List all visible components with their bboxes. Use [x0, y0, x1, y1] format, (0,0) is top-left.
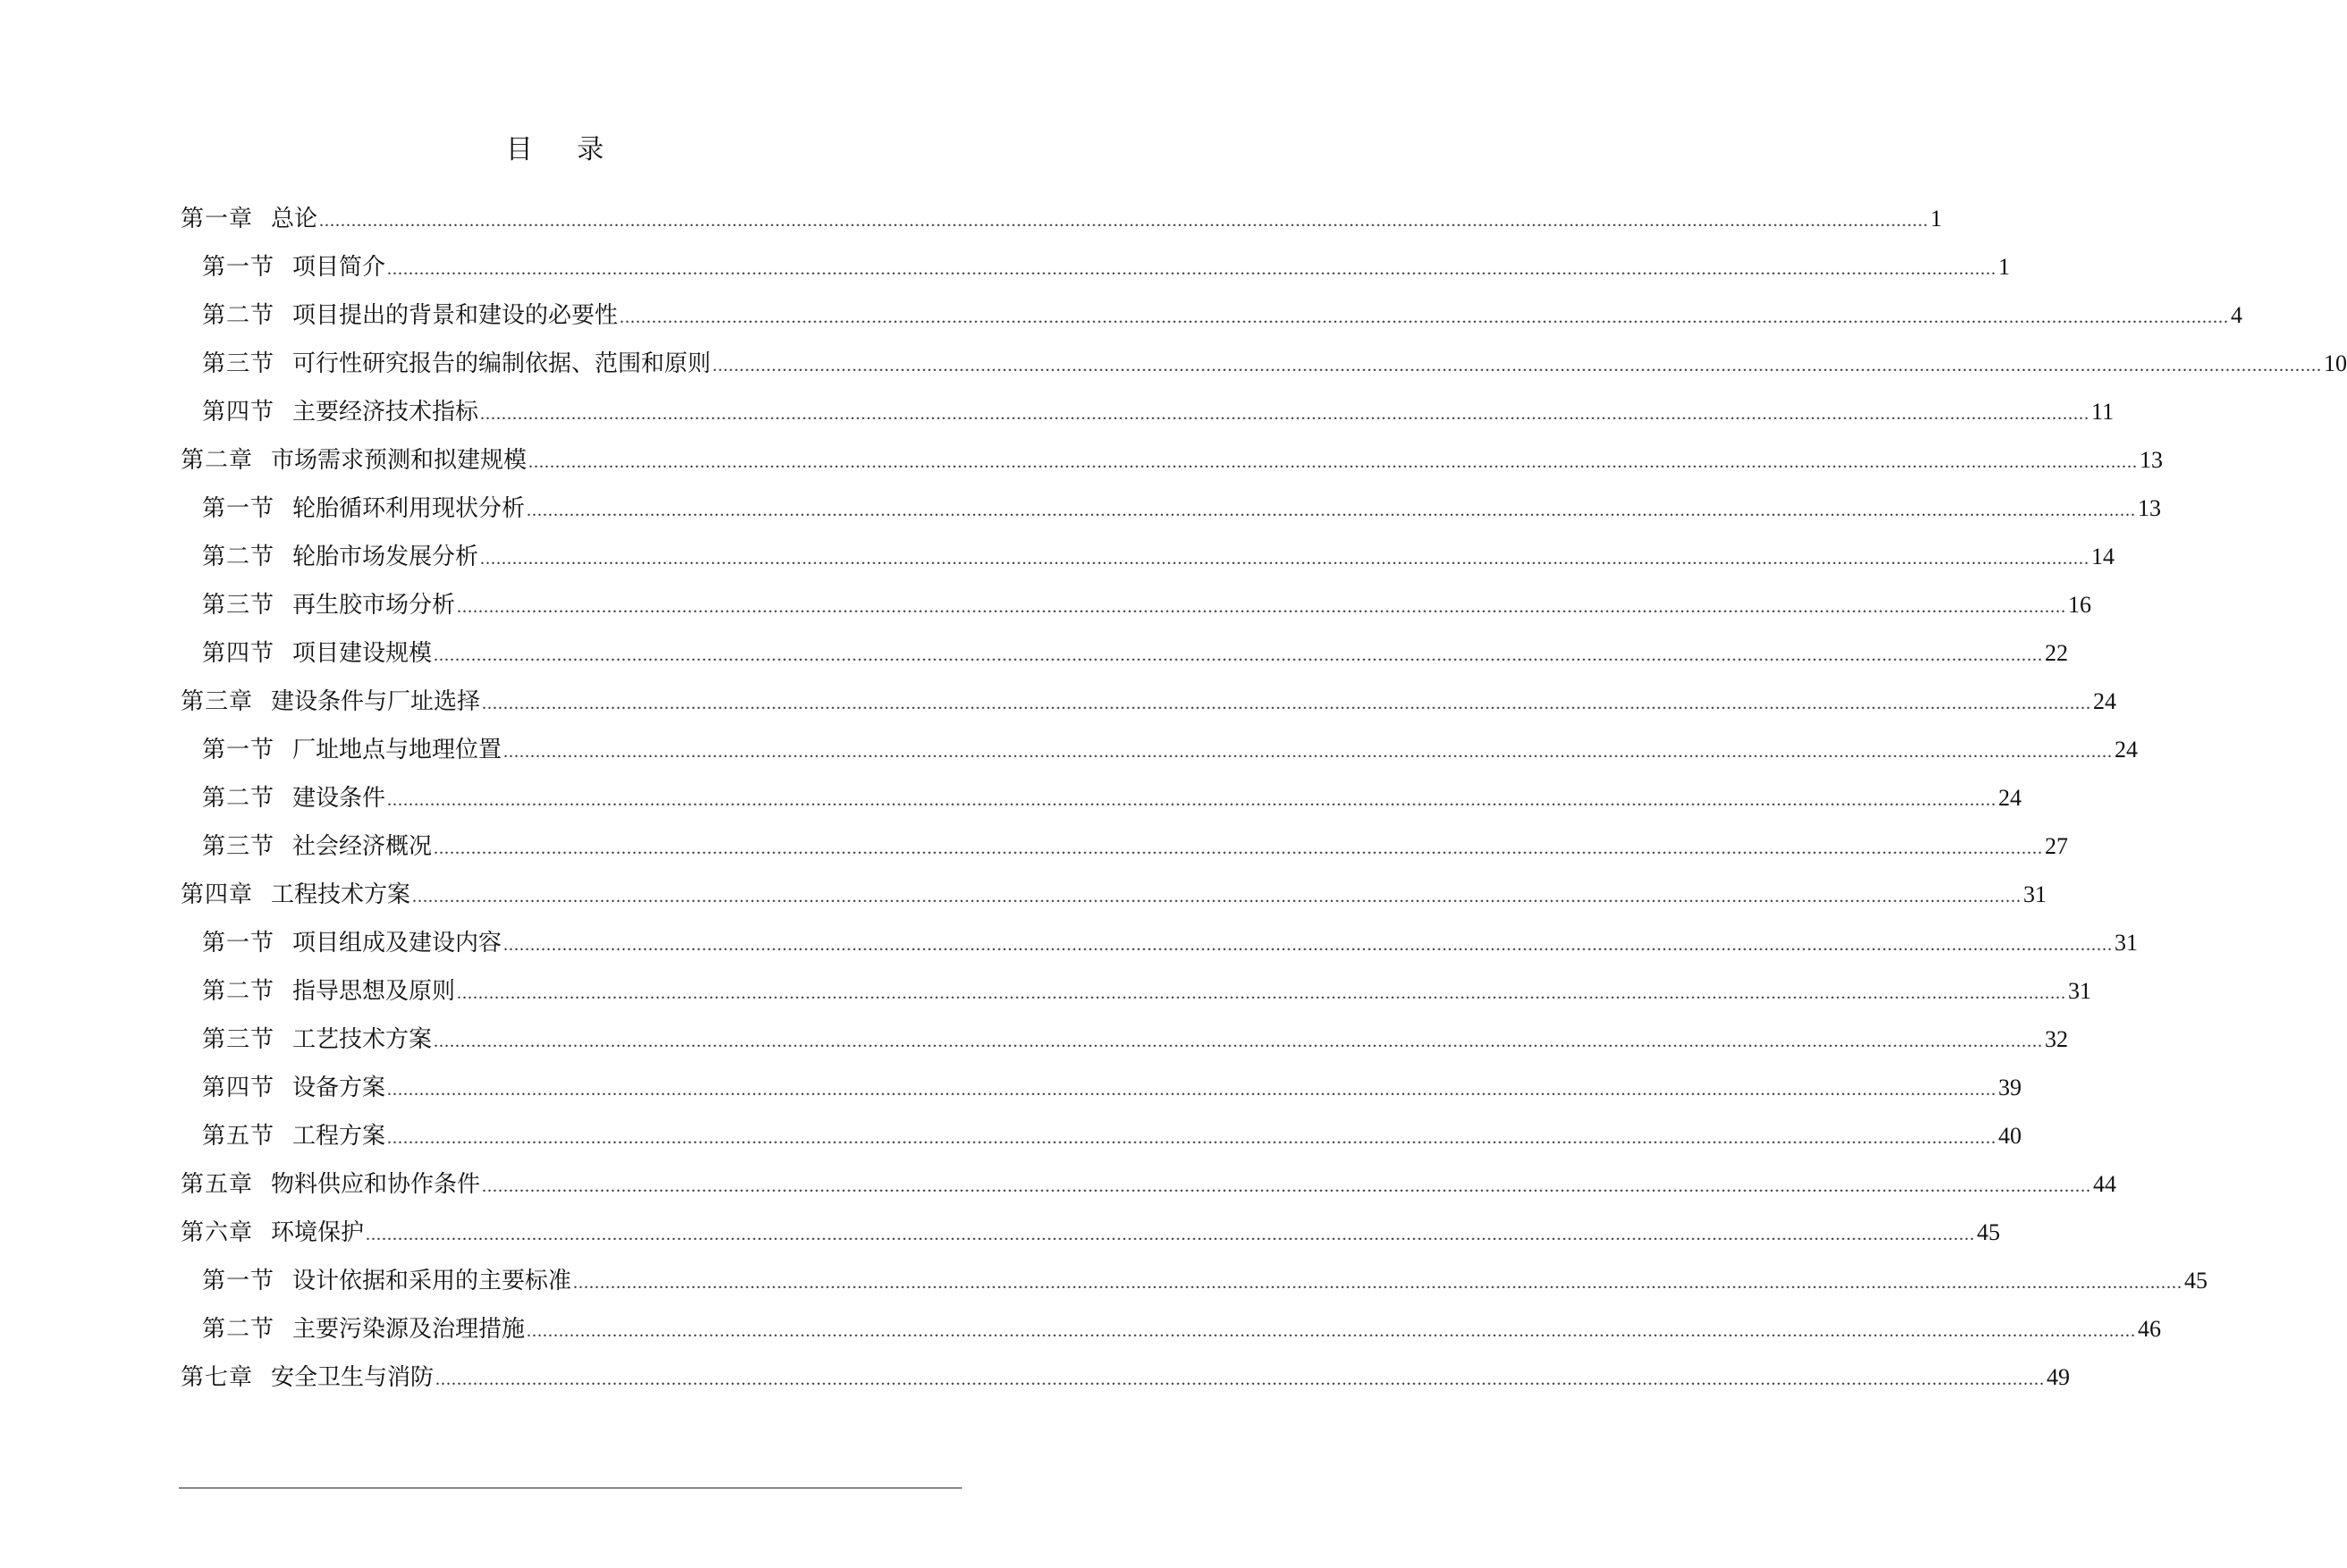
toc-dot-leader: ............................................................................................................................................................................................................................................................................................................ — [387, 259, 1997, 279]
toc-dot-leader: ............................................................................................................................................................................................................................................................................................................ — [434, 839, 2044, 858]
toc-dot-leader: ............................................................................................................................................................................................................................................................................................................ — [573, 1273, 2183, 1293]
toc-entry-title: 再生胶市场分析 — [292, 592, 456, 619]
toc-entry-text — [202, 1257, 571, 1305]
toc-page-number: 32 — [2045, 1026, 2069, 1052]
toc-page-number: 10 — [2324, 350, 2347, 376]
toc-entry-label: 第一节 — [202, 254, 275, 281]
toc-page-number: 4 — [2231, 302, 2243, 328]
toc-entry[interactable] — [181, 1353, 2071, 1402]
toc-entry-text — [202, 774, 385, 822]
toc-entry-label: 第四章 — [181, 881, 254, 908]
toc-entry[interactable] — [181, 1305, 2162, 1353]
toc-entry-text — [202, 485, 525, 533]
toc-page-number: 1 — [1930, 206, 1943, 232]
toc-entry-text — [181, 1209, 364, 1257]
toc-entry-label: 第五章 — [181, 1171, 254, 1198]
toc-entry-label: 第一节 — [202, 737, 275, 763]
toc-entry-title: 市场需求预测和拟建规模 — [271, 447, 528, 474]
toc-entry-text — [202, 581, 455, 629]
toc-page-number: 31 — [2068, 978, 2092, 1004]
toc-entry[interactable] — [181, 485, 2162, 533]
toc-page-number: 24 — [2115, 737, 2139, 763]
toc-entry-label: 第一节 — [202, 495, 275, 522]
toc-entry-text — [202, 726, 502, 774]
toc-entry[interactable] — [181, 726, 2139, 774]
toc-entry-text — [202, 919, 502, 967]
toc-entry[interactable] — [181, 533, 2115, 581]
toc-entry-title: 项目简介 — [292, 254, 386, 281]
toc-entry-title: 厂址地点与地理位置 — [292, 737, 502, 763]
toc-entry-text — [202, 1016, 432, 1064]
toc-entry-text — [202, 291, 618, 340]
toc-entry-label: 第三章 — [181, 688, 254, 715]
toc-entry[interactable] — [181, 195, 1943, 243]
toc-entry-title: 设备方案 — [292, 1075, 386, 1101]
toc-entry-text — [202, 340, 711, 388]
toc-page-number: 24 — [2093, 688, 2117, 714]
toc-entry-title: 项目提出的背景和建设的必要性 — [292, 302, 619, 329]
toc-page-number: 13 — [2138, 495, 2162, 521]
toc-entry-title: 轮胎市场发展分析 — [292, 544, 479, 570]
toc-entry[interactable] — [181, 340, 2347, 388]
toc-entry[interactable] — [181, 1016, 2069, 1064]
toc-entry-title: 总论 — [271, 206, 318, 232]
toc-dot-leader: ............................................................................................................................................................................................................................................................................................................ — [620, 308, 2230, 327]
toc-dot-leader: ............................................................................................................................................................................................................................................................................................................ — [457, 983, 2067, 1003]
toc-entry-label: 第三节 — [202, 1026, 275, 1053]
toc-entry-label: 第五节 — [202, 1123, 275, 1150]
toc-entry-text — [181, 678, 480, 726]
toc-entry-title: 设计依据和采用的主要标准 — [292, 1268, 572, 1294]
toc-entry[interactable] — [181, 1209, 2001, 1257]
toc-entry[interactable] — [181, 1112, 2022, 1160]
toc-entry-text — [202, 967, 455, 1016]
toc-entry-text — [181, 1353, 434, 1402]
toc-dot-leader: ............................................................................................................................................................................................................................................................................................................ — [482, 694, 2092, 713]
toc-entry-label: 第二节 — [202, 978, 275, 1005]
toc-entry-title: 工艺技术方案 — [292, 1026, 433, 1053]
toc-entry-text — [202, 822, 432, 871]
toc-entry-text — [181, 195, 317, 243]
toc-entry-title: 轮胎循环利用现状分析 — [292, 495, 526, 522]
toc-entry-title: 建设条件 — [292, 785, 386, 812]
toc-page-number: 22 — [2045, 640, 2069, 666]
toc-entry-label: 第四节 — [202, 1075, 275, 1101]
toc-entry-text — [202, 1305, 525, 1353]
toc-page-number: 27 — [2045, 833, 2069, 859]
toc-entry-text — [202, 388, 478, 436]
toc-entry-title: 指导思想及原则 — [292, 978, 456, 1005]
toc-page-number: 39 — [1998, 1075, 2022, 1100]
toc-dot-leader: ............................................................................................................................................................................................................................................................................................................ — [457, 597, 2067, 617]
toc-dot-leader: ............................................................................................................................................................................................................................................................................................................ — [480, 549, 2090, 569]
toc-entry-title: 安全卫生与消防 — [271, 1364, 435, 1391]
toc-page-number: 40 — [1998, 1123, 2022, 1149]
toc-entry[interactable] — [181, 919, 2139, 967]
toc-entry-title: 可行性研究报告的编制依据、范围和原则 — [292, 350, 712, 377]
toc-page-number: 31 — [2115, 930, 2139, 956]
toc-entry-label: 第三节 — [202, 833, 275, 860]
toc-entry[interactable] — [181, 774, 2022, 822]
toc-entry-label: 第一章 — [181, 206, 254, 232]
toc-entry-label: 第二节 — [202, 1316, 275, 1343]
toc-entry[interactable] — [181, 291, 2243, 340]
toc-dot-leader: ............................................................................................................................................................................................................................................................................................................ — [528, 452, 2139, 472]
toc-entry-text — [202, 533, 478, 581]
toc-dot-leader: ............................................................................................................................................................................................................................................................................................................ — [435, 1370, 2046, 1389]
toc-entry-label: 第一节 — [202, 930, 275, 957]
toc-entry-title: 工程技术方案 — [271, 881, 411, 908]
toc-entry[interactable] — [181, 678, 2117, 726]
toc-entry-label: 第三节 — [202, 350, 275, 377]
toc-entry-label: 第七章 — [181, 1364, 254, 1391]
toc-page-number: 49 — [2047, 1364, 2071, 1390]
toc-entry-title: 主要经济技术指标 — [292, 399, 479, 426]
toc-entry-label: 第二节 — [202, 785, 275, 812]
toc-entry-label: 第二节 — [202, 302, 275, 329]
toc-page-number: 31 — [2023, 881, 2047, 907]
toc-entry[interactable] — [181, 436, 2164, 485]
toc-dot-leader: ............................................................................................................................................................................................................................................................................................................ — [713, 356, 2323, 375]
toc-dot-leader: ............................................................................................................................................................................................................................................................................................................ — [503, 935, 2114, 955]
toc-entry-label: 第一节 — [202, 1268, 275, 1294]
toc-dot-leader: ............................................................................................................................................................................................................................................................................................................ — [482, 1176, 2092, 1196]
toc-entry-title: 项目建设规模 — [292, 640, 433, 667]
toc-dot-leader: ............................................................................................................................................................................................................................................................................................................ — [319, 211, 1929, 231]
toc-entry-text — [181, 436, 527, 485]
toc-page-number: 44 — [2093, 1171, 2117, 1197]
toc-page-number: 16 — [2068, 592, 2092, 618]
toc-entry[interactable] — [181, 822, 2069, 871]
toc-entry-label: 第二节 — [202, 544, 275, 570]
toc-dot-leader: ............................................................................................................................................................................................................................................................................................................ — [527, 501, 2137, 520]
toc-entry-label: 第三节 — [202, 592, 275, 619]
toc-page-number: 14 — [2091, 544, 2115, 569]
toc-page-number: 1 — [1998, 254, 2011, 280]
toc-entry-title: 项目组成及建设内容 — [292, 930, 502, 957]
toc-page-number: 46 — [2138, 1316, 2162, 1342]
toc-entry-title: 环境保护 — [271, 1219, 365, 1246]
toc-entry-title: 建设条件与厂址选择 — [271, 688, 481, 715]
toc-dot-leader: ............................................................................................................................................................................................................................................................................................................ — [387, 790, 1997, 810]
toc-entry-text — [202, 1064, 385, 1112]
toc-dot-leader: ............................................................................................................................................................................................................................................................................................................ — [434, 645, 2044, 665]
toc-entry[interactable] — [181, 581, 2092, 629]
toc-dot-leader: ............................................................................................................................................................................................................................................................................................................ — [412, 887, 2022, 906]
toc-entry[interactable] — [181, 1160, 2117, 1209]
toc-dot-leader: ............................................................................................................................................................................................................................................................................................................ — [387, 1080, 1997, 1100]
toc-dot-leader: ............................................................................................................................................................................................................................................................................................................ — [480, 404, 2090, 424]
toc-entry-label: 第六章 — [181, 1219, 254, 1246]
toc-page-number: 45 — [1977, 1219, 2001, 1245]
toc-dot-leader: ............................................................................................................................................................................................................................................................................................................ — [527, 1321, 2137, 1341]
page-title: 目 录 — [505, 134, 622, 165]
toc-entry-title: 主要污染源及治理措施 — [292, 1316, 526, 1343]
toc-entry[interactable] — [181, 1064, 2022, 1112]
toc-page-number: 24 — [1998, 785, 2022, 811]
toc-entry-text — [181, 871, 410, 919]
toc-entry-title: 物料供应和协作条件 — [271, 1171, 481, 1198]
toc-dot-leader: ............................................................................................................................................................................................................................................................................................................ — [503, 742, 2114, 762]
toc-entry-text — [202, 243, 385, 291]
toc-page-number: 45 — [2184, 1268, 2208, 1294]
toc-entry-label: 第四节 — [202, 640, 275, 667]
table-of-contents — [181, 195, 2347, 1402]
toc-entry[interactable] — [181, 388, 2115, 436]
toc-entry-title: 社会经济概况 — [292, 833, 433, 860]
toc-entry-title: 工程方案 — [292, 1123, 386, 1150]
toc-dot-leader: ............................................................................................................................................................................................................................................................................................................ — [366, 1225, 1976, 1244]
toc-entry-label: 第二章 — [181, 447, 254, 474]
toc-entry[interactable] — [181, 1257, 2208, 1305]
toc-entry-text — [202, 629, 432, 678]
toc-entry[interactable] — [181, 243, 2011, 291]
toc-entry[interactable] — [181, 871, 2047, 919]
toc-entry-label: 第四节 — [202, 399, 275, 426]
toc-entry[interactable] — [181, 967, 2092, 1016]
toc-entry-text — [181, 1160, 480, 1209]
toc-dot-leader: ............................................................................................................................................................................................................................................................................................................ — [434, 1032, 2044, 1051]
toc-page-number: 11 — [2091, 399, 2115, 425]
toc-dot-leader: ............................................................................................................................................................................................................................................................................................................ — [387, 1128, 1997, 1148]
toc-page-number: 13 — [2140, 447, 2164, 473]
toc-entry[interactable] — [181, 629, 2069, 678]
toc-entry-text — [202, 1112, 385, 1160]
